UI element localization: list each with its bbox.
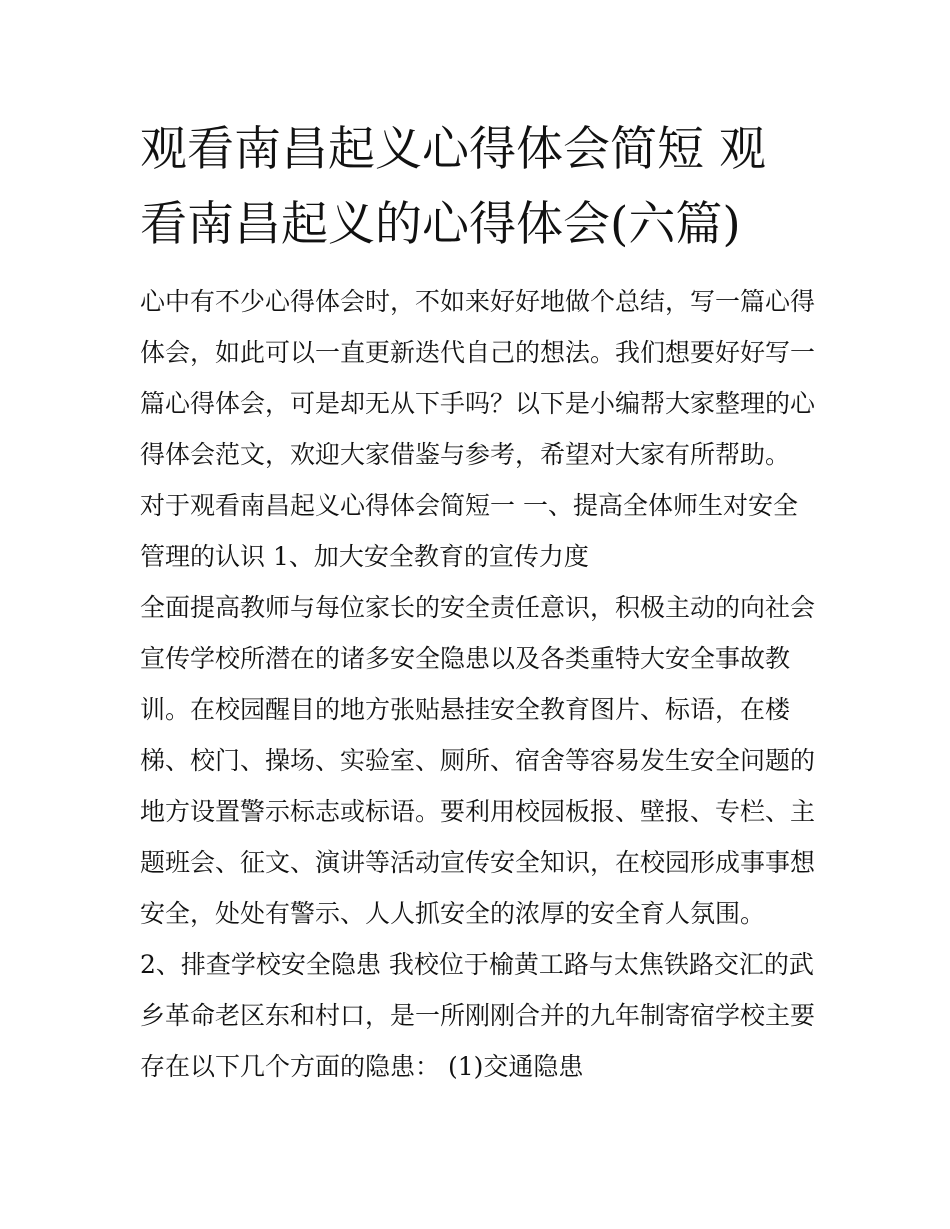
title-line: 看南昌起义的心得体会(六篇) <box>140 197 741 252</box>
body-line: 安全，处处有警示、人人抓安全的浓厚的安全育人氛围。 <box>140 899 766 928</box>
body-line: 训。在校园醒目的地方张贴悬挂安全教育图片、标语，在楼 <box>140 695 791 724</box>
body-line: 对于观看南昌起义心得体会简短一 一、提高全体师生对安全 <box>140 491 798 520</box>
body-line: 心中有不少心得体会时，不如来好好地做个总结，写一篇心得 <box>140 287 816 316</box>
body-line: 2、排查学校安全隐患 我校位于榆黄工路与太焦铁路交汇的武 <box>140 950 814 979</box>
body-line: 篇心得体会，可是却无从下手吗？以下是小编帮大家整理的心 <box>140 389 816 418</box>
body-line: 管理的认识 1、加大安全教育的宣传力度 <box>140 542 589 571</box>
title-line: 观看南昌起义心得体会简短 观 <box>140 122 766 177</box>
body-line: 全面提高教师与每位家长的安全责任意识，积极主动的向社会 <box>140 593 816 622</box>
body-line: 宣传学校所潜在的诸多安全隐患以及各类重特大安全事故教 <box>140 644 791 673</box>
body-line: 体会，如此可以一直更新迭代自己的想法。我们想要好好写一 <box>140 338 816 367</box>
body-line: 乡革命老区东和村口，是一所刚刚合并的九年制寄宿学校主要 <box>140 1001 816 1030</box>
document-title <box>140 112 820 262</box>
body-line: 题班会、征文、演讲等活动宣传安全知识，在校园形成事事想 <box>140 848 816 877</box>
body-line: 地方设置警示标志或标语。要利用校园板报、壁报、专栏、主 <box>140 797 816 826</box>
body-line: 存在以下几个方面的隐患： (1)交通隐患 <box>140 1052 584 1081</box>
body-line: 得体会范文，欢迎大家借鉴与参考，希望对大家有所帮助。 <box>140 440 791 469</box>
body-line: 梯、校门、操场、实验室、厕所、宿舍等容易发生安全问题的 <box>140 746 816 775</box>
